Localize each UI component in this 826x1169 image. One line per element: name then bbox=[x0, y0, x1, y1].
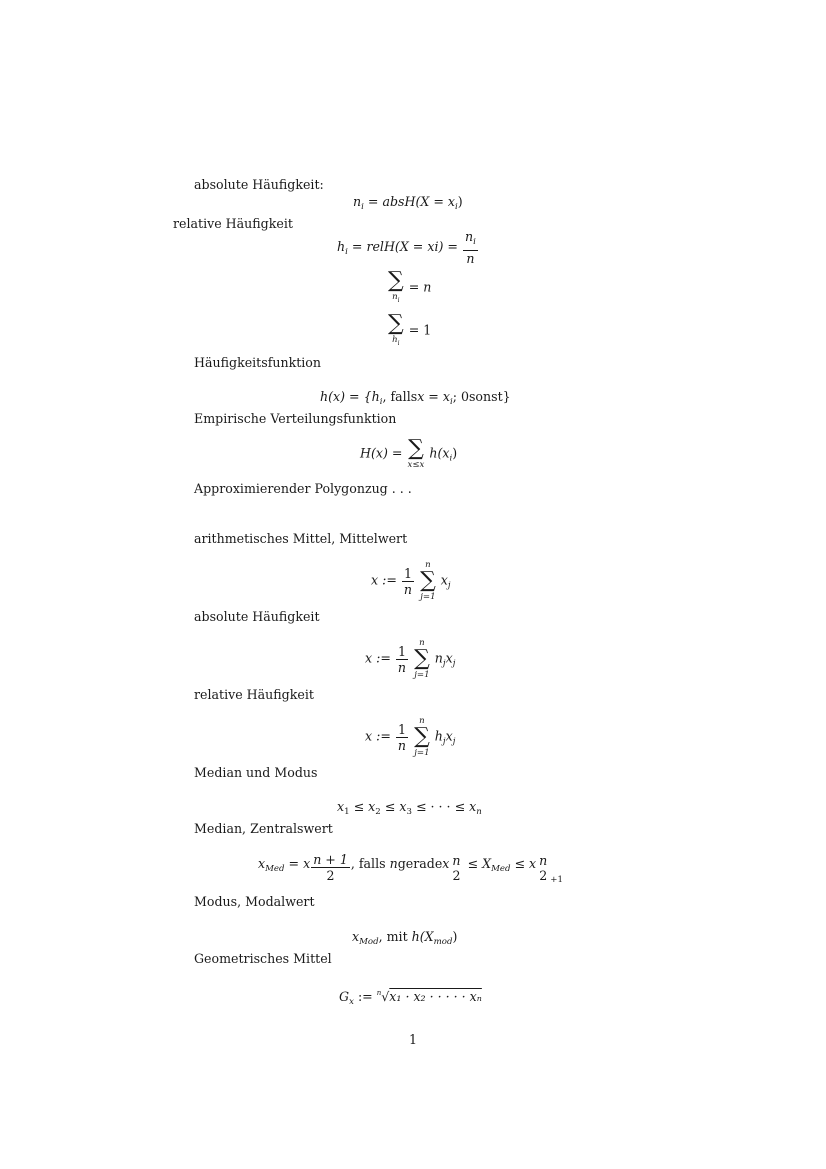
formula-geometrisch: $G_x$ := $^n$√x₁ · x₂ · · · · · xₙ bbox=[339, 989, 482, 1007]
f8-rhs: n bbox=[434, 650, 443, 666]
formula-sum-hi bbox=[387, 313, 431, 349]
f2-den: n bbox=[466, 251, 475, 266]
f8-bot: j=1 bbox=[414, 670, 430, 680]
f9-lhs: x := bbox=[365, 728, 391, 744]
label-absolute-haeufigkeit-2: absolute Häufigkeit bbox=[194, 609, 320, 624]
f2-num: n bbox=[464, 229, 474, 244]
f6-sigma: ∑ bbox=[408, 436, 424, 461]
label-arith-mittel: arithmetisches Mittel, Mittelwert bbox=[194, 531, 408, 546]
label-relative-haeufigkeit: relative Häufigkeit bbox=[173, 216, 293, 231]
f2-fraction bbox=[463, 229, 478, 266]
label-absolute-haeufigkeit: absolute Häufigkeit: bbox=[194, 177, 324, 192]
f3-sum bbox=[388, 270, 404, 306]
f8-rhs2: x bbox=[445, 650, 453, 666]
f9-rhs2: x bbox=[445, 728, 453, 744]
f8-lhs: x := bbox=[365, 650, 391, 666]
f9-den: n bbox=[397, 737, 407, 753]
f11-frac1: $\frac{n + 1}{2}$ bbox=[313, 852, 348, 883]
label-geometrisch: Geometrisches Mittel bbox=[194, 951, 332, 966]
f7-rhs-sub: j bbox=[447, 580, 451, 591]
f6-close: ) bbox=[452, 445, 458, 461]
f6-limit: x≤x bbox=[407, 460, 425, 470]
page-number: 1 bbox=[409, 1032, 418, 1047]
f9-rhs2-sub: j bbox=[452, 736, 456, 747]
f8-sum bbox=[414, 638, 430, 680]
formula-mittel-2 bbox=[365, 638, 455, 680]
f7-fraction bbox=[402, 566, 414, 597]
f9-num: 1 bbox=[396, 722, 408, 738]
formula-order: $x_1 \le x_2 \le x_3$ ≤ · · · ≤ $x_n$ bbox=[337, 799, 482, 817]
f5-sub2: i bbox=[449, 397, 453, 407]
f4-limit: $h_i$ bbox=[392, 335, 400, 347]
f5-text1: h(x) = {h bbox=[320, 389, 380, 404]
f6-rhs-sub: i bbox=[449, 453, 453, 464]
label-relative-haeufigkeit-2: relative Häufigkeit bbox=[194, 687, 314, 702]
f7-rhs: x bbox=[440, 572, 448, 588]
f7-num: 1 bbox=[402, 566, 414, 582]
f3-sigma: ∑ bbox=[388, 268, 404, 293]
f4-sum bbox=[388, 313, 404, 349]
formula-mittel-3 bbox=[365, 716, 455, 758]
f1-lhs: n bbox=[353, 194, 362, 209]
formula-hx bbox=[320, 390, 511, 409]
label-empirische: Empirische Verteilungsfunktion bbox=[194, 411, 397, 426]
f2-lhs: h bbox=[337, 239, 346, 254]
f9-top: n bbox=[419, 716, 425, 726]
f8-rhs2-sub: j bbox=[452, 658, 456, 669]
label-median-modus: Median und Modus bbox=[194, 765, 318, 780]
f9-sigma: ∑ bbox=[414, 724, 430, 749]
f2-mid: = relH(X = xi) = bbox=[351, 239, 458, 254]
label-haeufigkeitsfunktion: Häufigkeitsfunktion bbox=[194, 355, 321, 370]
f5-text4: ; 0sonst} bbox=[452, 389, 511, 404]
f1-lhs-sub: i bbox=[361, 202, 364, 212]
f6-rhs: h(x bbox=[429, 445, 450, 461]
f8-num: 1 bbox=[396, 644, 408, 660]
f2-lhs-sub: i bbox=[345, 247, 348, 257]
f6-lhs: H(x) = bbox=[360, 445, 403, 461]
label-modus-modal: Modus, Modalwert bbox=[194, 894, 315, 909]
label-median-zentral: Median, Zentralswert bbox=[194, 821, 333, 836]
f2-num-sub: i bbox=[473, 237, 476, 247]
label-polygonzug: Approximierender Polygonzug . . . bbox=[194, 481, 412, 496]
f7-sigma: ∑ bbox=[420, 568, 436, 593]
f1-close: ) bbox=[457, 194, 463, 209]
f3-rhs: = n bbox=[408, 279, 432, 295]
root-index: n bbox=[376, 989, 382, 997]
f3-limit: $n_i$ bbox=[392, 292, 400, 304]
formula-mittel-1 bbox=[371, 560, 451, 602]
f9-fraction bbox=[396, 722, 408, 753]
f7-lhs: x := bbox=[371, 572, 397, 588]
f5-sub: i bbox=[379, 397, 383, 407]
f4-rhs: = 1 bbox=[408, 322, 432, 338]
f1-rhs: = absH(X = x bbox=[367, 194, 456, 209]
f1-rhs-sub: i bbox=[455, 202, 458, 212]
formula-sum-ni bbox=[387, 270, 431, 306]
formula-median: $x_{Med} = x$ $\frac{n + 1}{2}$ , falls ngeradex n 2 ≤ $X_{Med} \le x$ n 2 $_{+1}$ bbox=[258, 852, 563, 885]
f8-den: n bbox=[397, 659, 407, 675]
f9-rhs: h bbox=[434, 728, 443, 744]
f6-sum bbox=[407, 438, 424, 470]
f9-bot: j=1 bbox=[414, 748, 430, 758]
f5-text2: , falls bbox=[382, 389, 418, 404]
radicand: x₁ · x₂ · · · · · xₙ bbox=[389, 989, 482, 1004]
formula-hi bbox=[337, 229, 479, 266]
f9-rhs-sub: j bbox=[442, 736, 446, 747]
f11-frac3: n 2 bbox=[539, 853, 548, 883]
f7-bot: j=1 bbox=[420, 592, 436, 602]
f8-sigma: ∑ bbox=[414, 646, 430, 671]
formula-ni bbox=[353, 195, 463, 214]
f8-top: n bbox=[419, 638, 425, 648]
f9-sum bbox=[414, 716, 430, 758]
f5-text3: x = x bbox=[417, 389, 450, 404]
radical-sign: √ bbox=[381, 989, 390, 1004]
f7-sum bbox=[420, 560, 436, 602]
f4-sigma: ∑ bbox=[388, 311, 404, 336]
f11-frac2: n 2 bbox=[452, 853, 461, 883]
formula-Hx bbox=[360, 438, 457, 470]
f7-den: n bbox=[403, 581, 413, 597]
f8-fraction bbox=[396, 644, 408, 675]
f7-top: n bbox=[425, 560, 431, 570]
formula-modus: $x_{Mod}$, mit $h(X_{mod})$ bbox=[352, 929, 458, 947]
f8-rhs-sub: j bbox=[442, 658, 446, 669]
